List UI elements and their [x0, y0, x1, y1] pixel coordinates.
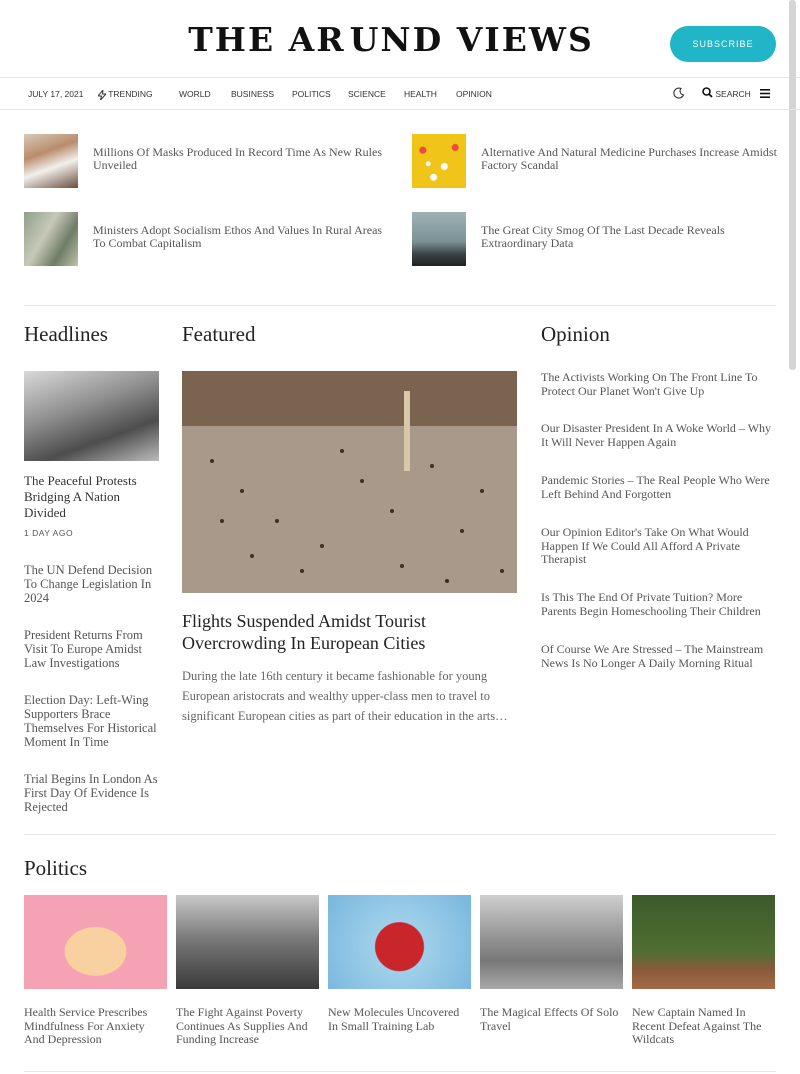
- hamburger-icon: [760, 89, 770, 98]
- logo-text-left: THE AR: [188, 19, 346, 59]
- featured-image[interactable]: [182, 371, 517, 593]
- politics-card[interactable]: [480, 895, 623, 1033]
- top-story-title[interactable]: Millions Of Masks Produced In Record Time As New Rules Unveiled: [93, 145, 382, 172]
- site-logo[interactable]: [188, 18, 594, 60]
- opinion-title: Opinion: [541, 322, 610, 346]
- politics-card-image[interactable]: [176, 895, 319, 989]
- top-story-image[interactable]: [24, 134, 78, 188]
- nav-item-science[interactable]: SCIENCE: [348, 89, 386, 99]
- top-story-image[interactable]: [24, 212, 78, 266]
- featured-title: Featured: [182, 322, 256, 346]
- dark-mode-toggle[interactable]: [673, 87, 685, 99]
- politics-card-title[interactable]: The Fight Against Poverty Continues As Supplies And Funding Increase: [176, 1005, 308, 1046]
- headline-item[interactable]: Trial Begins In London As First Day Of Evidence Is Rejected: [24, 772, 158, 814]
- nav-item-world[interactable]: WORLD: [179, 89, 211, 99]
- nav-item-politics[interactable]: POLITICS: [292, 89, 331, 99]
- trending-link[interactable]: [98, 89, 153, 100]
- top-story[interactable]: [412, 134, 777, 188]
- featured-image-crowd: [182, 371, 517, 593]
- politics-card-title[interactable]: New Molecules Uncovered In Small Training Lab: [328, 1005, 460, 1033]
- politics-title: Politics: [24, 856, 88, 880]
- opinion-item[interactable]: The Activists Working On The Front Line To Protect Our Planet Won't Give Up: [541, 370, 758, 398]
- politics-card-image[interactable]: [632, 895, 775, 989]
- logo-text-right: UND VIEWS: [349, 19, 594, 59]
- headline-item[interactable]: Election Day: Left-Wing Supporters Brace Themselves For Historical Moment In Time: [24, 693, 157, 749]
- headlines-title: Headlines: [24, 322, 108, 346]
- opinion-item[interactable]: Pandemic Stories – The Real People Who Were Left Behind And Forgotten: [541, 473, 770, 501]
- bolt-icon: [98, 90, 106, 100]
- politics-card[interactable]: [328, 895, 471, 1033]
- headline-item[interactable]: The UN Defend Decision To Change Legislation In 2024: [24, 563, 153, 605]
- politics-card-title[interactable]: Health Service Prescribes Mindfulness For Anxiety And Depression: [24, 1005, 148, 1046]
- opinion-item[interactable]: Our Opinion Editor's Take On What Would Happen If We Could All Afford A Private Therapist: [541, 525, 749, 566]
- subscribe-button[interactable]: SUBSCRIBE: [670, 26, 776, 62]
- top-story-title[interactable]: Ministers Adopt Socialism Ethos And Values In Rural Areas To Combat Capitalism: [93, 223, 383, 250]
- politics-card[interactable]: [632, 895, 775, 1047]
- headline-item[interactable]: President Returns From Visit To Europe Amidst Law Investigations: [24, 628, 143, 670]
- nav-item-health[interactable]: HEALTH: [404, 89, 437, 99]
- top-story-image[interactable]: [412, 134, 466, 188]
- headline-lead-title[interactable]: The Peaceful Protests Bridging A Nation Divided: [24, 473, 137, 520]
- featured-article-title[interactable]: Flights Suspended Amidst Tourist Overcrowding In European Cities: [182, 611, 426, 653]
- opinion-item[interactable]: Of Course We Are Stressed – The Mainstream News Is No Longer A Daily Morning Ritual: [541, 642, 764, 670]
- top-story[interactable]: [24, 212, 384, 266]
- politics-card-image[interactable]: [24, 895, 167, 989]
- current-date: JULY 17, 2021: [28, 89, 84, 99]
- politics-card-image[interactable]: [328, 895, 471, 989]
- moon-icon: [673, 87, 685, 99]
- headline-lead-meta: 1 DAY AGO: [24, 528, 74, 538]
- search-label: SEARCH: [715, 89, 751, 99]
- politics-card[interactable]: [24, 895, 167, 1047]
- section-divider: [24, 305, 776, 306]
- politics-card-image[interactable]: [480, 895, 623, 989]
- top-story[interactable]: [412, 212, 772, 266]
- page-scrollbar[interactable]: [789, 0, 796, 370]
- main-nav: [0, 78, 800, 110]
- nav-item-business[interactable]: BUSINESS: [231, 89, 274, 99]
- featured-excerpt: During the late 16th century it became fashionable for young European aristocrats and wealthy upper-class men to travel to significant European cities as part of their education in the arts…: [182, 669, 508, 723]
- politics-card[interactable]: [176, 895, 319, 1047]
- opinion-item[interactable]: Is This The End Of Private Tuition? More Parents Begin Homeschooling Their Children: [541, 590, 761, 618]
- top-story-image[interactable]: [412, 212, 466, 266]
- section-divider: [24, 1071, 776, 1072]
- politics-card-title[interactable]: The Magical Effects Of Solo Travel: [480, 1005, 619, 1033]
- site-header: [0, 0, 800, 78]
- top-story-title[interactable]: The Great City Smog Of The Last Decade Reveals Extraordinary Data: [481, 223, 725, 250]
- opinion-item[interactable]: Our Disaster President In A Woke World – Why It Will Never Happen Again: [541, 421, 772, 449]
- top-story[interactable]: [24, 134, 384, 188]
- search-icon: [702, 87, 713, 98]
- headline-lead-image[interactable]: [24, 371, 159, 461]
- menu-button[interactable]: [760, 88, 770, 98]
- trending-label: TRENDING: [108, 89, 153, 99]
- top-story-title[interactable]: Alternative And Natural Medicine Purchases Increase Amidst Factory Scandal: [481, 145, 777, 172]
- search-link[interactable]: [702, 87, 751, 98]
- section-divider: [24, 834, 776, 835]
- nav-item-opinion[interactable]: OPINION: [456, 89, 492, 99]
- politics-card-title[interactable]: New Captain Named In Recent Defeat Against The Wildcats: [632, 1005, 762, 1046]
